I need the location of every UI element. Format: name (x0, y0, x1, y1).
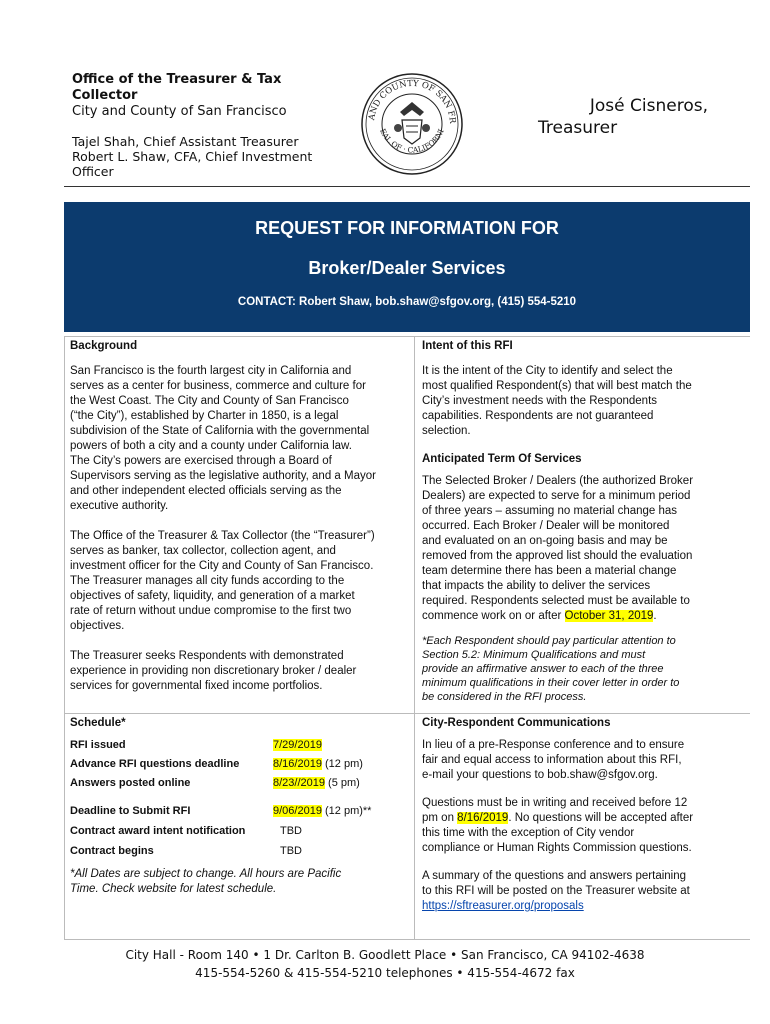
text-line: The City’s powers are exercised through a Board of (70, 455, 332, 467)
highlighted-date: 8/16/2019 (457, 812, 509, 824)
table-rule (64, 713, 750, 714)
staff-line: Robert L. Shaw, CFA, Chief Investment (72, 149, 313, 164)
text-line: Questions must be in writing and received before 12 (422, 797, 688, 809)
schedule-heading: Schedule* (70, 717, 126, 729)
text-line: The Treasurer manages all city funds according to the (70, 575, 345, 587)
text-line: selection. (422, 425, 471, 437)
schedule-value (273, 805, 371, 817)
schedule-row (70, 739, 410, 755)
text-line: serves as banker, tax collector, collection agent, and (70, 545, 336, 557)
schedule-label: Deadline to Submit RFI (70, 805, 191, 817)
schedule-note (70, 867, 410, 897)
schedule-extra: (5 pm) (325, 777, 360, 789)
schedule-row (70, 845, 410, 861)
text-line: of three years – assuming no material change has (422, 505, 678, 517)
office-header (72, 72, 332, 179)
text-line: team determine there has been a material change (422, 565, 677, 577)
schedule-value (273, 777, 360, 789)
schedule-extra: (12 pm) (321, 758, 363, 770)
text-line: minimum qualifications in their cover letter in order to (422, 677, 680, 689)
communications-paragraph-1 (422, 738, 732, 783)
schedule-value: TBD (280, 845, 302, 857)
banner-title-line1: REQUEST FOR INFORMATION FOR (255, 218, 559, 238)
treasurer-title: Treasurer (538, 118, 618, 138)
schedule-label: Answers posted online (70, 777, 191, 789)
schedule-value (273, 739, 322, 751)
text-fragment: commence work on or after (422, 610, 565, 622)
text-line: San Francisco is the fourth largest city in California and (70, 365, 352, 377)
text-line: be considered in the RFI process. (422, 691, 587, 703)
background-heading: Background (70, 340, 138, 352)
text-fragment: . (653, 610, 657, 622)
text-line: (“the City”), established by Charter in 1850, is a legal (70, 410, 339, 422)
city-name: City and County of San Francisco (72, 104, 287, 119)
text-line: investment officer for the City and County of San Francisco. (70, 560, 374, 572)
text-line: *Each Respondent should pay particular attention to (422, 635, 676, 647)
communications-paragraph-2 (422, 796, 732, 856)
schedule-section (70, 717, 410, 729)
text-line: Dealers) are expected to serve for a minimum period (422, 490, 691, 502)
staff-line: Officer (72, 164, 114, 179)
term-heading: Anticipated Term Of Services (422, 453, 582, 465)
svg-text:SEAL OF · CALIFORNIA: EAL OF · CALIFORNI (378, 127, 446, 155)
text-line: and other independent elected officials serving as the (70, 485, 342, 497)
seal-text-top: AND COUNTY OF SAN FR (367, 78, 458, 124)
text-line: executive authority. (70, 500, 169, 512)
text-line: and evaluated on an on-going basis and may be (422, 535, 668, 547)
text-line: provide an affirmative answer to each of the three (422, 663, 664, 675)
text-line: City’s investment needs with the Respondents (422, 395, 658, 407)
background-section (70, 340, 410, 694)
text-line: most qualified Respondent(s) that will best match the (422, 380, 692, 392)
schedule-date: 9/06/2019 (273, 805, 322, 817)
background-paragraph-3 (70, 649, 410, 694)
background-paragraph-2 (70, 529, 410, 634)
text-line: capabilities. Respondents are not guaranteed (422, 410, 654, 422)
text-line: subdivision of the State of California with the governmental (70, 425, 370, 437)
schedule-label: Contract begins (70, 845, 154, 857)
banner-contact: CONTACT: Robert Shaw, bob.shaw@sfgov.org, (415) 554-5210 (237, 296, 577, 308)
term-section (422, 453, 722, 704)
text-line (422, 811, 732, 826)
text-line: *All Dates are subject to change. All hours are Pacific (70, 868, 342, 880)
communications-section (422, 717, 732, 914)
text-line (422, 609, 722, 624)
text-line: rate of return without undue compromise to the first two (70, 605, 352, 617)
table-border (64, 336, 65, 940)
text-line: objectives. (70, 620, 125, 632)
text-line: Time. Check website for latest schedule. (70, 883, 277, 895)
intent-paragraph (422, 364, 722, 439)
schedule-date: 8/23//2019 (273, 777, 325, 789)
header-divider (64, 186, 750, 187)
text-line: this time with the exception of City vendor (422, 827, 635, 839)
schedule-value: TBD (280, 825, 302, 837)
text-fragment: pm on (422, 812, 458, 824)
text-fragment: . No questions will be accepted after (508, 812, 694, 824)
text-line: the West Coast. The City and County of San Francisco (70, 395, 349, 407)
schedule-row (70, 758, 410, 774)
text-line: powers of both a city and a county under California law. (70, 440, 352, 452)
schedule-extra: (12 pm)** (321, 805, 372, 817)
highlighted-date: October 31, 2019 (564, 610, 654, 622)
column-divider (414, 336, 415, 940)
text-line: It is the intent of the City to identify and select the (422, 365, 673, 377)
text-line: The Selected Broker / Dealers (the authorized Broker (422, 475, 694, 487)
table-rule (64, 939, 750, 940)
svg-text:THE CITY AND COUNTY OF SAN FRA (360, 72, 457, 124)
schedule-label: RFI issued (70, 739, 126, 751)
text-line: fair and equal access to information about this RFI, (422, 754, 682, 766)
staff-line: Tajel Shah, Chief Assistant Treasurer (72, 134, 299, 149)
text-line: Section 5.2: Minimum Qualifications and must (422, 649, 646, 661)
proposals-link[interactable]: https://sftreasurer.org/proposals (422, 900, 584, 912)
text-line: required. Respondents selected must be available to (422, 595, 690, 607)
schedule-label: Contract award intent notification (70, 825, 246, 837)
text-line: occurred. Each Broker / Dealer will be monitored (422, 520, 670, 532)
office-name-line1: Office of the Treasurer & Tax (72, 72, 282, 87)
text-line: In lieu of a pre-Response conference and to ensure (422, 739, 685, 751)
text-line: compliance or Human Rights Commission questions. (422, 842, 692, 854)
text-line: to this RFI will be posted on the Treasurer website at (422, 885, 690, 897)
text-line: Supervisors serving as the legislative authority, and a Mayor (70, 470, 376, 482)
text-line: that impacts the ability to deliver the services (422, 580, 651, 592)
text-line: experience in providing non discretionary broker / dealer (70, 665, 357, 677)
text-line: The Treasurer seeks Respondents with demonstrated (70, 650, 344, 662)
text-line: serves as a center for business, commerce and culture for (70, 380, 366, 392)
text-line: removed from the approved list should the evaluation (422, 550, 693, 562)
text-line: objectives of safety, liquidity, and generation of a market (70, 590, 355, 602)
treasurer-name: José Cisneros, (589, 96, 708, 116)
term-paragraph (422, 474, 722, 624)
text-line: e-mail your questions to bob.shaw@sfgov.org. (422, 769, 658, 781)
communications-paragraph-3 (422, 869, 732, 914)
treasurer-block (538, 95, 708, 139)
banner-title-line2: Broker/Dealer Services (308, 258, 506, 278)
schedule-value (273, 758, 363, 770)
city-seal (360, 72, 464, 176)
intent-heading: Intent of this RFI (422, 340, 513, 352)
staff-list (72, 134, 332, 179)
title-banner (64, 202, 750, 332)
text-line: services for governmental fixed income portfolios. (70, 680, 323, 692)
office-name-line2: Collector (72, 88, 138, 103)
text-line: A summary of the questions and answers pertaining (422, 870, 687, 882)
qualification-note (422, 634, 722, 704)
table-rule (64, 336, 750, 337)
intent-section (422, 340, 722, 439)
footer-phones: 415-554-5260 & 415-554-5210 telephones • 415-554-4672 fax (195, 966, 575, 980)
text-line: The Office of the Treasurer & Tax Collector (the “Treasurer”) (70, 530, 375, 542)
schedule-date: 8/16/2019 (273, 758, 322, 770)
schedule-label: Advance RFI questions deadline (70, 758, 240, 770)
schedule-row (70, 777, 410, 793)
schedule-date: 7/29/2019 (273, 739, 322, 751)
communications-heading: City-Respondent Communications (422, 717, 611, 729)
background-paragraph-1 (70, 364, 410, 514)
schedule-row (70, 805, 410, 821)
footer-address: City Hall - Room 140 • 1 Dr. Carlton B. Goodlett Place • San Francisco, CA 94102-4638 (125, 948, 645, 962)
schedule-row (70, 825, 410, 841)
